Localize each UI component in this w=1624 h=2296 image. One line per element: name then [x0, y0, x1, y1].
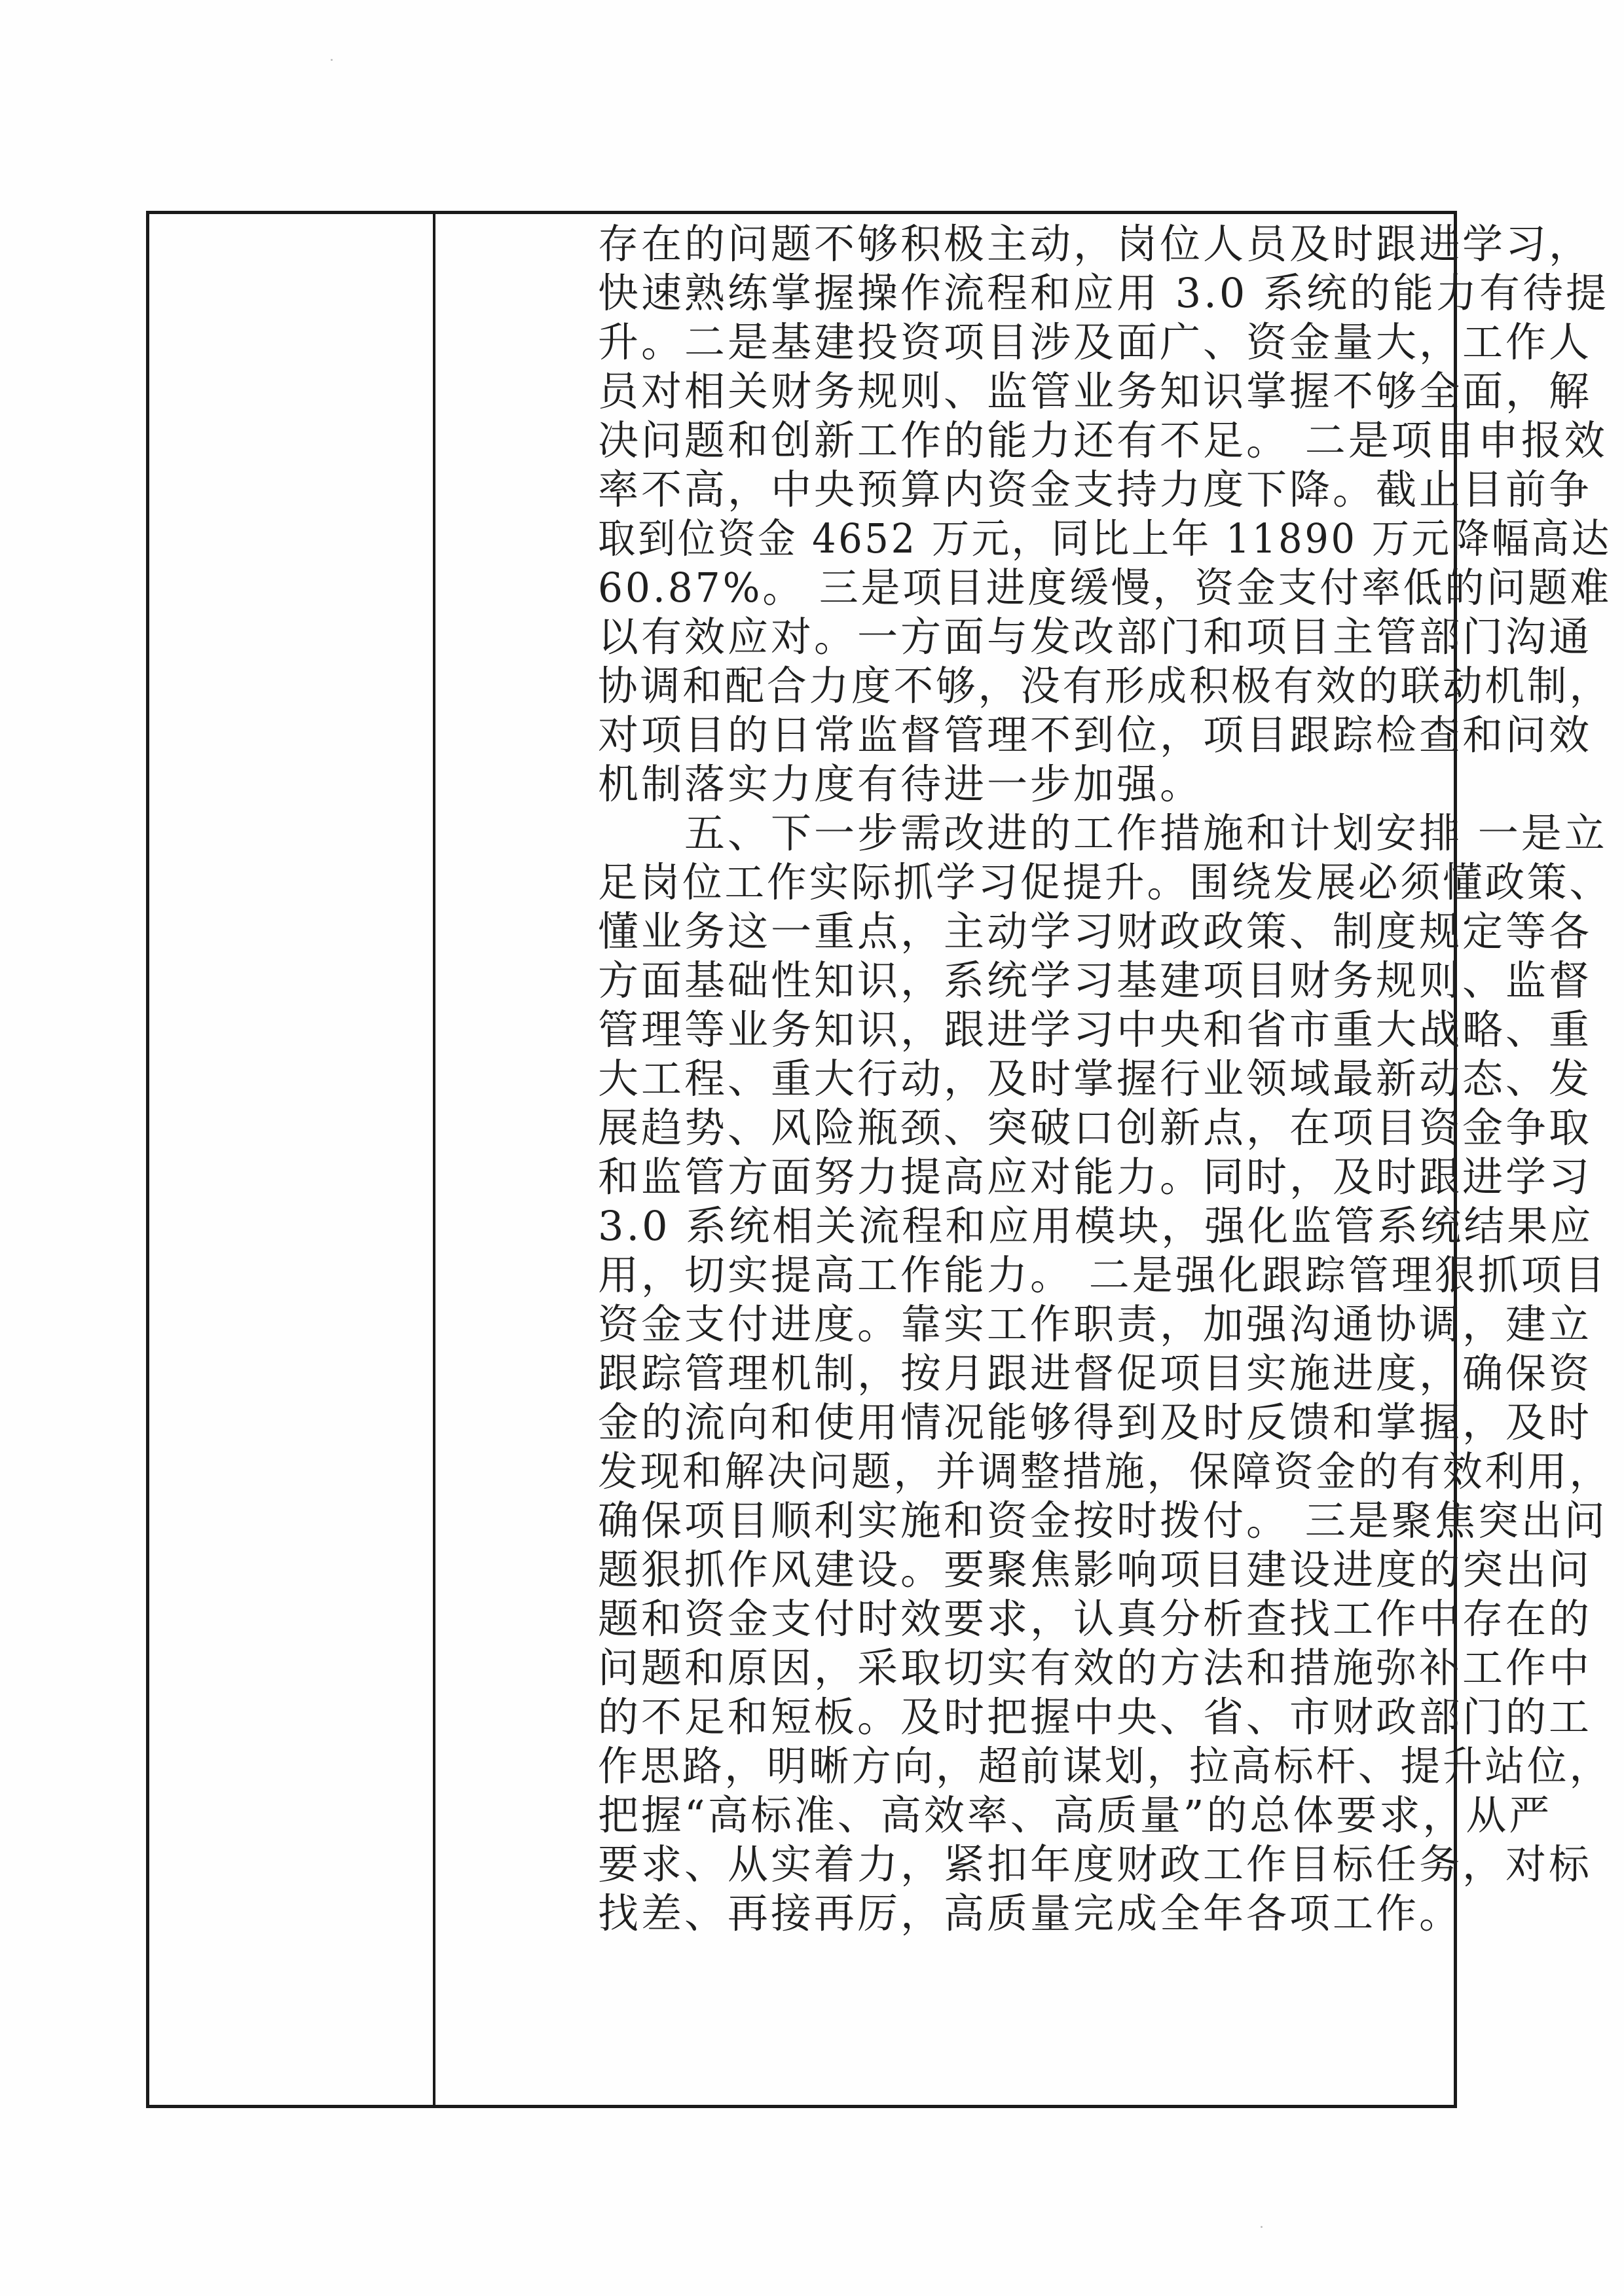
text-line: 展趋势、风险瓶颈、突破口创新点，在项目资金争取: [598, 1104, 1593, 1152]
text-line: 机制落实力度有待进一步加强。: [598, 760, 1204, 808]
text-line: 足岗位工作实际抓学习促提升。围绕发展必须懂政策、: [598, 858, 1612, 906]
text-line: 金的流向和使用情况能够得到及时反馈和掌握，及时: [598, 1398, 1593, 1446]
scan-speck: [331, 59, 333, 61]
text-line: 存在的问题不够积极主动，岗位人员及时跟进学习，: [598, 220, 1593, 268]
text-line: 管理等业务知识，跟进学习中央和省市重大战略、重: [598, 1006, 1593, 1053]
text-line: 问题和原因，采取切实有效的方法和措施弥补工作中: [598, 1644, 1593, 1692]
text-line: 60.87%。 三是项目进度缓慢，资金支付率低的问题难: [598, 564, 1612, 611]
text-line: 员对相关财务规则、监管业务知识掌握不够全面，解: [598, 367, 1593, 415]
text-line: 快速熟练掌握操作流程和应用 3.0 系统的能力有待提: [598, 269, 1610, 317]
text-line: 3.0 系统相关流程和应用模块，强化监管系统结果应: [598, 1202, 1594, 1250]
text-line: 跟踪管理机制，按月跟进督促项目实施进度，确保资: [598, 1349, 1593, 1397]
text-line: 确保项目顺利实施和资金按时拨付。 三是聚焦突出问: [598, 1497, 1608, 1544]
text-line: 懂业务这一重点，主动学习财政政策、制度规定等各: [598, 907, 1593, 955]
text-line: 五、下一步需改进的工作措施和计划安排 一是立: [598, 809, 1608, 857]
text-line: 把握“高标准、高效率、高质量”的总体要求，从严: [598, 1791, 1553, 1839]
text-line: 题狠抓作风建设。要聚焦影响项目建设进度的突出问: [598, 1546, 1593, 1594]
text-line: 率不高，中央预算内资金支持力度下降。截止目前争: [598, 465, 1593, 513]
table-label-cell: [149, 214, 435, 2105]
text-line: 找差、再接再厉，高质量完成全年各项工作。: [598, 1889, 1463, 1937]
text-line: 和监管方面努力提高应对能力。同时，及时跟进学习: [598, 1153, 1593, 1201]
text-line: 对项目的日常监督管理不到位，项目跟踪检查和问效: [598, 711, 1593, 759]
text-line: 发现和解决问题，并调整措施，保障资金的有效利用，: [598, 1448, 1612, 1495]
document-body-text: [598, 219, 1612, 1938]
table-content-cell: [435, 214, 1612, 2105]
text-line: 升。二是基建投资项目涉及面广、资金量大，工作人: [598, 318, 1593, 366]
text-line: 大工程、重大行动，及时掌握行业领域最新动态、发: [598, 1055, 1593, 1102]
form-table: [146, 211, 1612, 2108]
text-line: 以有效应对。一方面与发改部门和项目主管部门沟通: [598, 613, 1593, 661]
text-line: 的不足和短板。及时把握中央、省、市财政部门的工: [598, 1693, 1593, 1741]
scan-speck: [1261, 2226, 1263, 2228]
text-line: 资金支付进度。靠实工作职责，加强沟通协调，建立: [598, 1300, 1593, 1348]
text-line: 题和资金支付时效要求，认真分析查找工作中存在的: [598, 1595, 1593, 1643]
text-line: 决问题和创新工作的能力还有不足。 二是项目申报效: [598, 416, 1608, 464]
text-line: 要求、从实着力，紧扣年度财政工作目标任务，对标: [598, 1840, 1593, 1888]
text-line: 方面基础性知识，系统学习基建项目财务规则、监督: [598, 957, 1593, 1004]
text-line: 协调和配合力度不够，没有形成积极有效的联动机制，: [598, 662, 1612, 710]
text-line: 用，切实提高工作能力。 二是强化跟踪管理狠抓项目: [598, 1251, 1608, 1299]
text-line: 作思路，明晰方向，超前谋划，拉高标杆、提升站位，: [598, 1742, 1612, 1790]
text-line: 取到位资金 4652 万元，同比上年 11890 万元降幅高达: [598, 515, 1612, 562]
